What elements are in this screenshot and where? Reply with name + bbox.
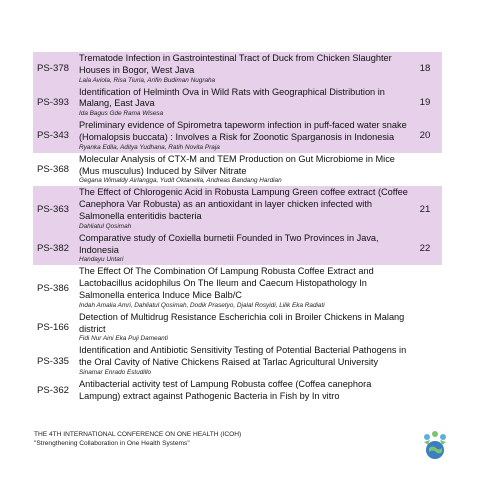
abstract-title: The Effect of Chlorogenic Acid in Robusta Lampung Green coffee extract (Coffee Canephora Var Robusta) as an antioxidant in layer chicken infected with Salmonella enteritidis bacteria — [79, 187, 408, 221]
abstract-code: PS-343 — [37, 130, 69, 142]
abstract-table — [33, 52, 442, 404]
abstract-title: Molecular Analysis of CTX-M and TEM Production on Gut Microbiome in Mice (Mus musculus) Induced by Silver Nitrate — [79, 153, 395, 176]
table-row — [33, 52, 442, 86]
page-number — [408, 265, 442, 310]
abstract-code: PS-378 — [37, 63, 69, 75]
abstract-title: Comparative study of Coxiella burnetii Founded in Two Provinces in Java, Indonesia — [79, 232, 379, 255]
table-row — [33, 186, 442, 231]
table-row — [33, 344, 442, 378]
abstract-code: PS-368 — [37, 164, 69, 176]
abstract-title: Antibacterial activity test of Lampung Robusta coffee (Coffea canephora Lampung) extract against Pathogenic Bacteria in Fish by In vitro — [79, 378, 372, 401]
page-number — [408, 378, 442, 404]
abstract-authors: Indah Amalia Amri, Dahliatul Qosimah, Dodik Prasetyo, Djalal Rosyidi, Lilik Eka Radiati — [79, 301, 325, 309]
page-number: 20 — [419, 130, 431, 142]
abstract-authors: Fidi Nur Aini Eka Puji Dameanti — [79, 335, 168, 343]
conference-name: THE 4TH INTERNATIONAL CONFERENCE ON ONE HEALTH (ICOH) — [34, 431, 242, 438]
abstract-entry — [79, 311, 408, 345]
table-row — [33, 86, 442, 120]
abstract-entry — [79, 52, 408, 86]
table-row — [33, 119, 442, 153]
abstract-title: The Effect Of The Combination Of Lampung Robusta Coffee Extract and Lactobacillus acidophilus On The Ileum and Caecum Histopathology In Salmonella enterica Induce Mice Balb/C — [79, 266, 374, 300]
abstract-entry — [79, 86, 408, 120]
conference-footer — [34, 431, 241, 448]
abstract-entry — [79, 119, 408, 153]
table-row — [33, 265, 442, 310]
abstract-authors: Dahliatul Qosimah — [79, 222, 132, 230]
page-number: 19 — [419, 96, 431, 108]
table-row — [33, 232, 442, 266]
person-icon — [440, 434, 446, 440]
abstract-title: Identification of Helminth Ova in Wild Rats with Geographical Distribution in Malang, East Java — [79, 86, 385, 109]
abstract-code: PS-382 — [37, 243, 69, 255]
page-number: 18 — [419, 63, 431, 75]
abstract-authors: Ryanka Edila, Aditya Yudhana, Ratih Novita Praja — [79, 143, 220, 151]
page-number — [408, 311, 442, 345]
abstract-title: Preliminary evidence of Spirometra tapeworm infection in puff-faced water snake (Homalopsis buccata) : Involves a Risk for Zoonotic Sparganosis in Indonesia — [79, 120, 407, 142]
abstract-code: PS-362 — [37, 385, 69, 397]
abstract-code: PS-386 — [37, 282, 69, 294]
abstract-code: PS-166 — [37, 322, 69, 334]
abstract-entry — [79, 186, 408, 231]
abstract-title: Identification and Antibiotic Sensitivity Testing of Potential Bacterial Pathogens in the Oral Cavity of Native Chickens Raised at Tarlac Agricultural University — [79, 345, 407, 368]
page-number — [408, 153, 442, 187]
page-number — [408, 344, 442, 378]
abstract-code: PS-363 — [37, 203, 69, 215]
abstract-authors: Handayu Untari — [79, 256, 124, 264]
table-row — [33, 153, 442, 187]
abstract-authors: Gegana Wimaldy Airlangga, Yudit Oktanella, Andreas Bandang Hardian — [79, 177, 282, 185]
abstract-title: Detection of Multidrug Resistance Escherichia coli in Broiler Chickens in Malang district — [79, 311, 405, 334]
abstract-entry — [79, 153, 408, 187]
abstract-authors: Lala Aviola, Risa Tiuria, Arifin Budiman Nugraha — [79, 76, 216, 84]
table-row — [33, 311, 442, 345]
abstract-entry — [79, 232, 408, 266]
person-icon — [432, 431, 438, 437]
abstract-entry — [79, 344, 408, 378]
abstract-entry — [79, 265, 408, 310]
abstract-entry — [79, 378, 408, 404]
page-number: 21 — [419, 203, 431, 215]
abstract-code: PS-393 — [37, 96, 69, 108]
abstract-code: PS-335 — [37, 355, 69, 367]
table-row — [33, 378, 442, 404]
abstract-authors: Sinamar Enrado Estudillo — [79, 368, 152, 376]
abstract-authors: Ida Bagus Gde Rama Wisesa — [79, 110, 164, 118]
person-icon — [424, 434, 430, 440]
page-number: 22 — [419, 243, 431, 255]
abstract-title: Trematode Infection in Gastrointestinal Tract of Duck from Chicken Slaughter Houses in Bogor, West Java — [79, 53, 392, 75]
conference-theme: "Strengthening Collaboration in One Health Systems" — [34, 439, 190, 447]
one-health-globe-logo — [418, 428, 452, 462]
